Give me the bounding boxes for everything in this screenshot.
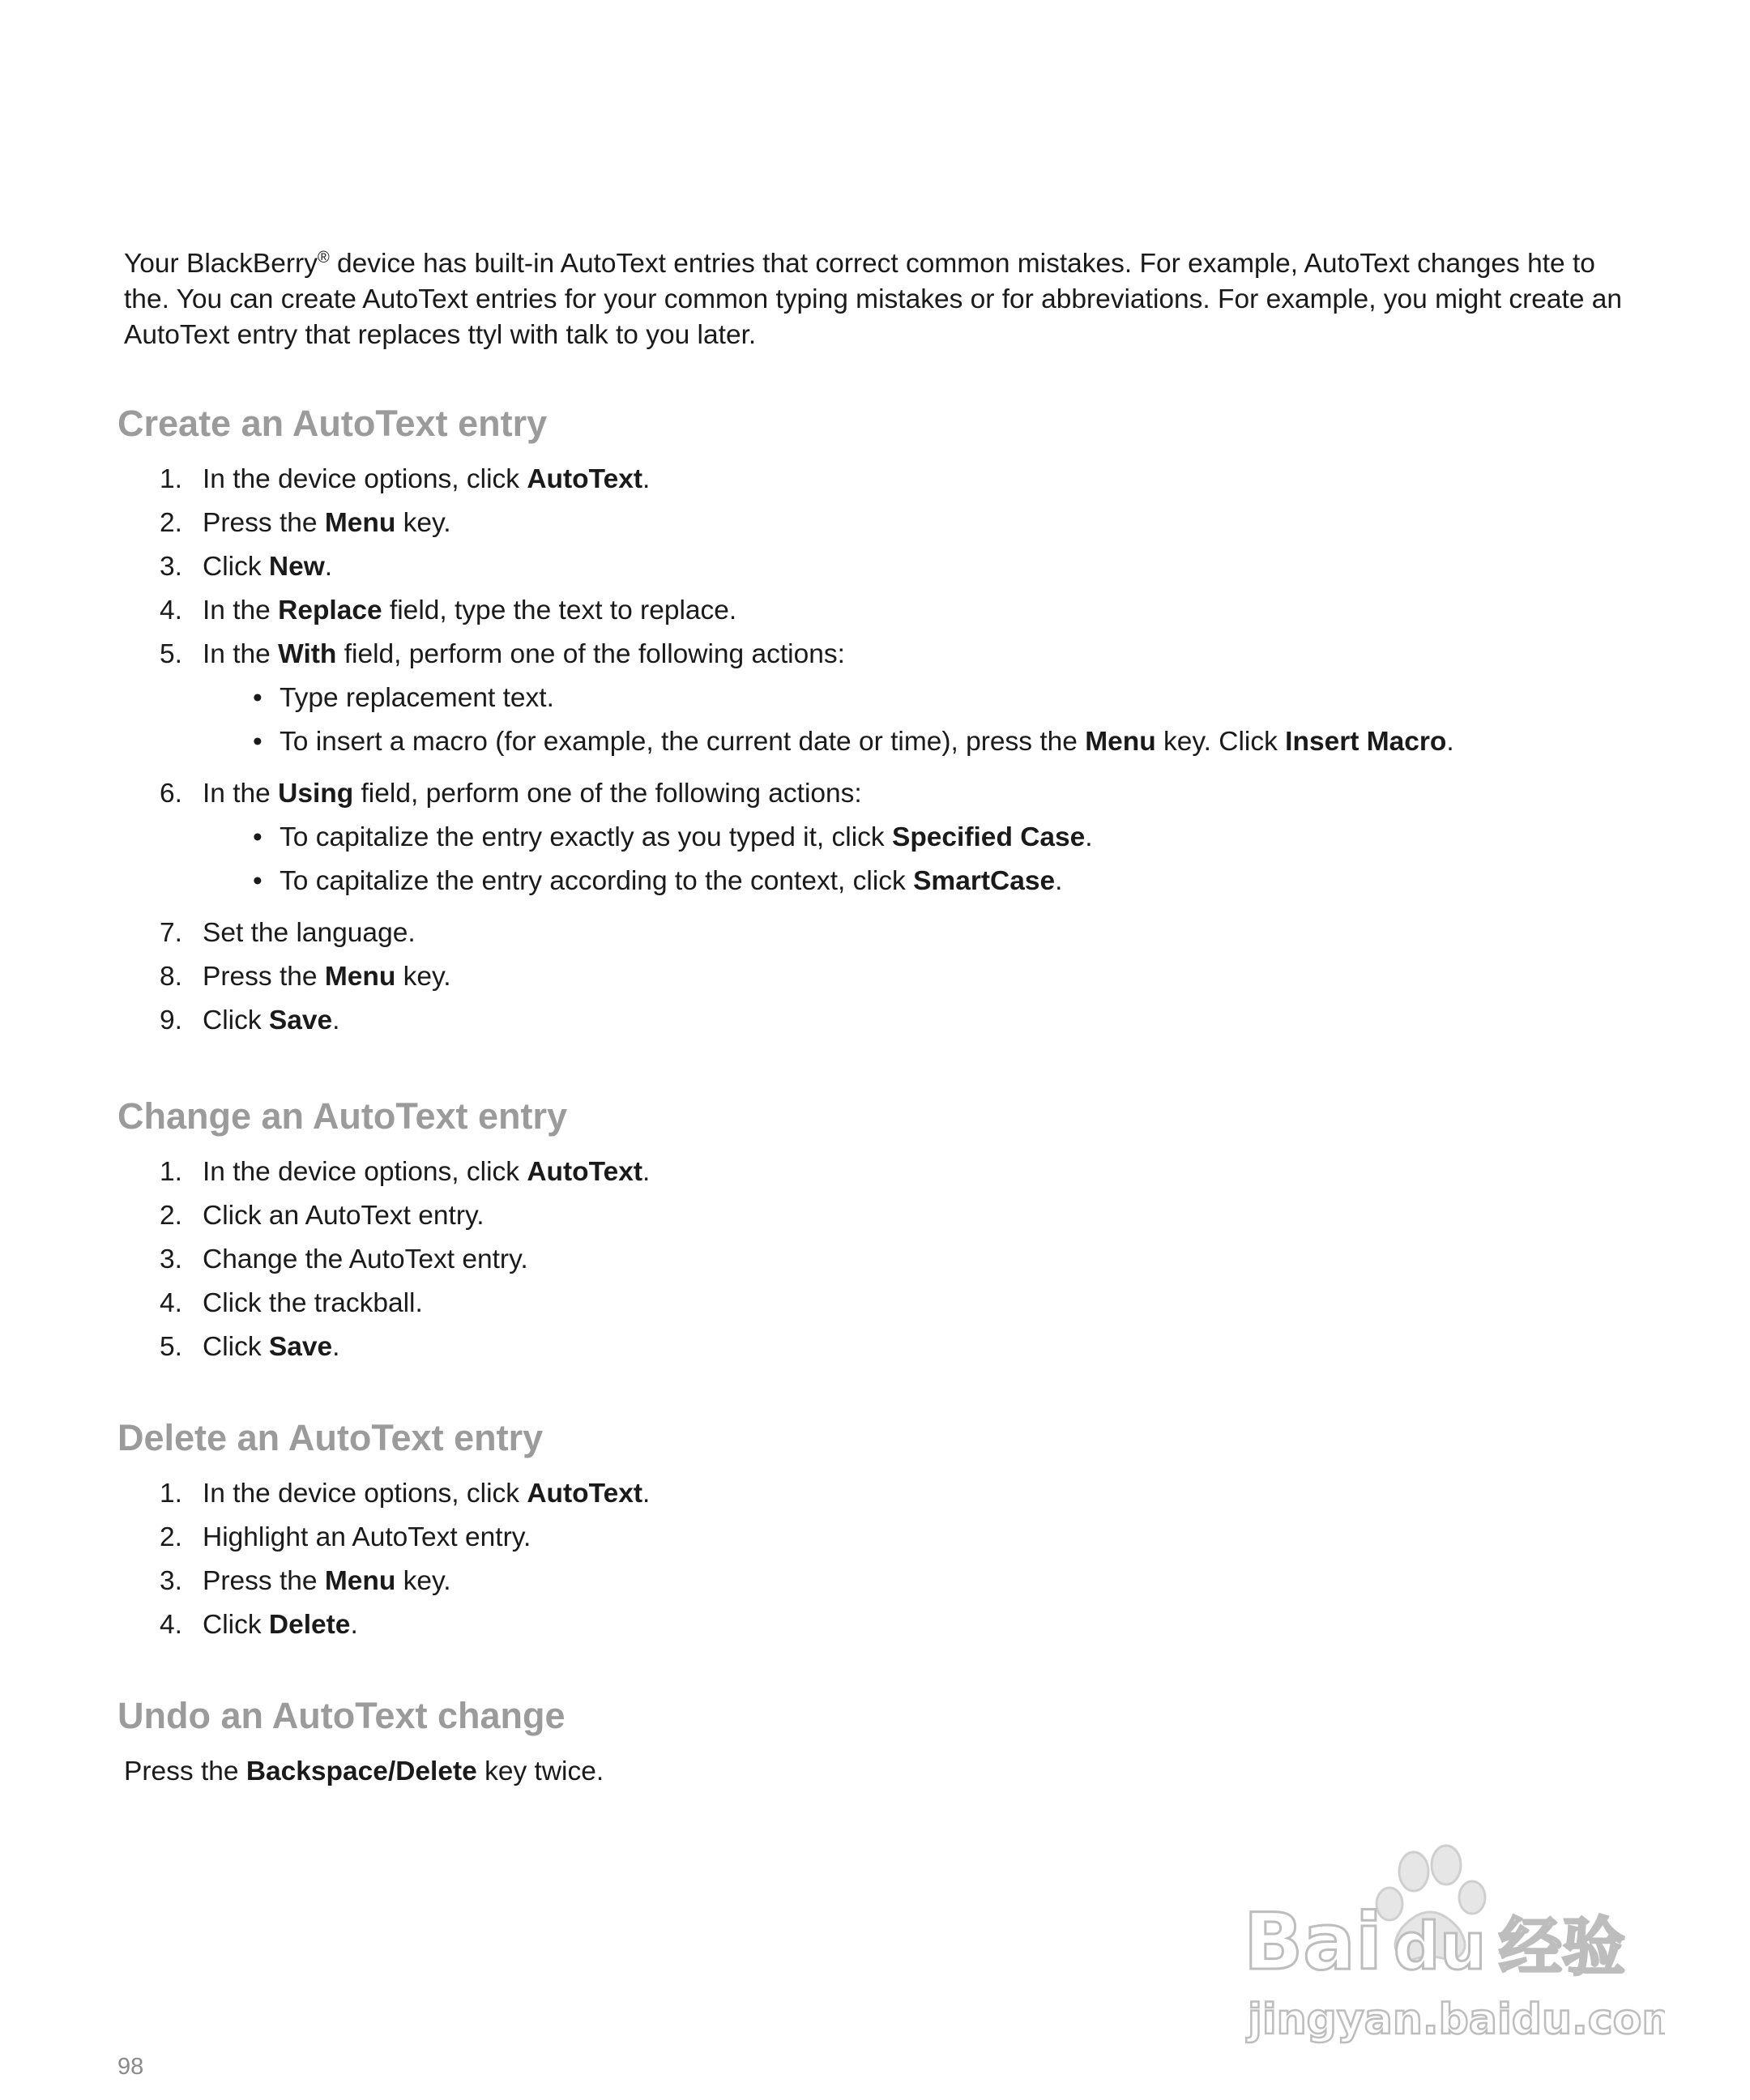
list-item [117,955,1657,999]
undo-text: key twice. [476,1756,604,1786]
list-item [117,502,1657,545]
step-bold: Delete [268,1610,351,1640]
list-item [117,999,1657,1043]
bullet-text: . [1085,822,1093,852]
step-text: In the device options, click [203,1157,527,1187]
bullet-text: key. Click [1155,727,1286,757]
list-item [117,772,1657,903]
change-steps [117,1150,1657,1369]
step-bold: Save [268,1332,333,1362]
step-bold: Replace [278,595,382,625]
step-text: . [350,1610,358,1640]
list-item [117,1603,1657,1647]
step-number: 1. [160,1479,182,1509]
step-bold: Save [268,1005,333,1035]
list-item [117,1238,1657,1282]
using-options [203,816,1657,903]
undo-instruction [117,1750,1657,1794]
step-text: field, type the text to replace. [382,595,737,625]
bullet-item [203,677,1657,720]
list-item [117,1560,1657,1603]
step-number: 2. [160,508,182,538]
step-bold: Menu [324,1566,396,1596]
step-text: . [642,1157,651,1187]
step-text: In the [203,779,279,809]
step-number: 5. [160,639,182,669]
delete-section [117,1415,1657,1647]
step-text: Press the [203,508,325,538]
page-number: 98 [117,2054,144,2080]
list-item [117,458,1657,502]
step-text: Click the trackball. [203,1288,423,1318]
step-text: . [332,1005,340,1035]
step-text: key. [395,962,451,992]
bullet-text: Type replacement text. [280,683,554,713]
step-text: key. [395,1566,451,1596]
step-number: 4. [160,1288,182,1318]
list-item [117,1516,1657,1560]
list-item [117,911,1657,955]
step-number: 2. [160,1201,182,1231]
intro-text-start: Your BlackBerry [124,249,318,280]
baidu-url: jingyan.baidu.com [1248,1995,1665,2044]
bullet-item [203,860,1657,903]
list-item [117,545,1657,589]
step-bold: Menu [324,962,396,992]
bullet-bold: Insert Macro [1285,727,1447,757]
baidu-watermark [1244,1839,1665,2054]
step-number: 2. [160,1522,182,1552]
delete-steps [117,1472,1657,1647]
step-text: Click [203,1332,269,1362]
delete-heading: Delete an AutoText entry [117,1417,544,1458]
baidu-paw-logo [1244,1839,1665,2050]
step-text: . [324,552,333,582]
change-heading: Change an AutoText entry [117,1095,568,1137]
registered-mark: ® [317,249,330,267]
step-number: 3. [160,1244,182,1274]
change-section [117,1094,1657,1369]
step-text: Click [203,1610,269,1640]
step-number: 7. [160,918,182,948]
step-text: Press the [203,1566,325,1596]
with-options [203,677,1657,764]
baidu-text-left: Bai [1244,1897,1382,1987]
create-heading: Create an AutoText entry [117,403,548,444]
step-text: Set the language. [203,918,416,948]
baidu-text-right: du [1394,1909,1487,1984]
bullet-text: To capitalize the entry exactly as you typed it, click [280,822,892,852]
step-bold: New [268,552,325,582]
bullet-text: To capitalize the entry according to the context, click [280,866,914,896]
step-number: 1. [160,464,182,494]
step-bold: Using [278,779,354,809]
step-text: In the [203,639,279,669]
step-number: 8. [160,962,182,992]
list-item [117,1282,1657,1325]
step-text: . [332,1332,340,1362]
step-bold: AutoText [527,464,643,494]
step-text: Highlight an AutoText entry. [203,1522,531,1552]
create-steps [117,458,1657,1043]
bullet-item [203,816,1657,860]
step-number: 3. [160,552,182,582]
intro-text-rest: device has built-in AutoText entries that correct common mistakes. For example, AutoText changes hte to the. You can create AutoText entries for your common typing mistakes or for abbreviations. For example, you might create an AutoText entry that replaces ttyl with talk to you later. [124,249,1623,351]
step-text: Click an AutoText entry. [203,1201,484,1231]
undo-bold: Backspace/Delete [245,1756,477,1786]
bullet-bold: SmartCase [913,866,1056,896]
step-text: key. [395,508,451,538]
step-text: Click [203,552,269,582]
bullet-text: . [1446,727,1454,757]
list-item [117,1325,1657,1369]
step-bold: Menu [324,508,396,538]
list-item [117,633,1657,764]
undo-heading: Undo an AutoText change [117,1695,566,1736]
bullet-bold: Menu [1085,727,1156,757]
step-text: . [642,1479,651,1509]
step-number: 4. [160,1610,182,1640]
step-number: 1. [160,1157,182,1187]
undo-text: Press the [124,1756,246,1786]
create-section [117,401,1657,1043]
baidu-text-cn: 经验 [1499,1911,1626,1984]
step-bold: AutoText [527,1157,643,1187]
list-item [117,1472,1657,1516]
undo-section [117,1693,1657,1794]
bullet-item [203,720,1657,764]
step-number: 3. [160,1566,182,1596]
step-number: 5. [160,1332,182,1362]
step-text: field, perform one of the following actions: [336,639,845,669]
step-text: Click [203,1005,269,1035]
bullet-bold: Specified Case [891,822,1086,852]
step-number: 6. [160,779,182,809]
step-text: field, perform one of the following actions: [353,779,862,809]
step-text: . [642,464,651,494]
step-bold: With [278,639,337,669]
step-text: In the device options, click [203,1479,527,1509]
step-text: In the device options, click [203,464,527,494]
step-text: Press the [203,962,325,992]
list-item [117,1194,1657,1238]
bullet-text: . [1055,866,1063,896]
step-number: 4. [160,595,182,625]
intro-paragraph [124,240,1647,353]
step-bold: AutoText [527,1479,643,1509]
step-text: Change the AutoText entry. [203,1244,528,1274]
step-number: 9. [160,1005,182,1035]
step-text: In the [203,595,279,625]
list-item [117,589,1657,633]
bullet-text: To insert a macro (for example, the current date or time), press the [280,727,1086,757]
list-item [117,1150,1657,1194]
